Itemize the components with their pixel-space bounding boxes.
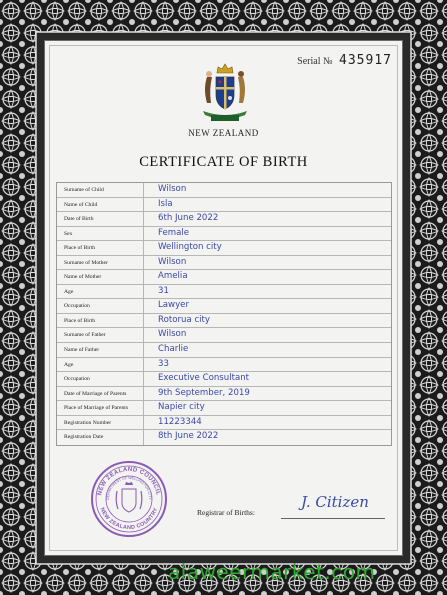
field-value: Rotorua city bbox=[158, 314, 211, 325]
table-row bbox=[57, 358, 391, 373]
field-label: Age bbox=[57, 285, 144, 299]
registrar-label: Registrar of Births: bbox=[197, 508, 255, 517]
field-value: Napier city bbox=[158, 402, 205, 413]
field-label: Occupation bbox=[57, 299, 144, 313]
official-seal-icon bbox=[89, 459, 169, 539]
svg-text:NEW ZEALAND COUNCIL bbox=[97, 467, 161, 496]
field-value: Wilson bbox=[158, 256, 187, 267]
field-label: Date of Birth bbox=[57, 212, 144, 226]
seal-top-text: NEW ZEALAND COUNCIL bbox=[97, 466, 161, 497]
field-label: Place of Birth bbox=[57, 241, 144, 255]
field-label: Surname of Mother bbox=[57, 256, 144, 270]
field-label: Age bbox=[57, 358, 144, 372]
svg-text:NEW ZEALAND COUNTRY bbox=[99, 507, 160, 531]
svg-text:DEPARTMENT OF WELLINGTON CITY bbox=[106, 476, 152, 501]
field-value: 9th September, 2019 bbox=[158, 387, 250, 398]
field-label: Registration Date bbox=[57, 430, 144, 445]
field-value: Wellington city bbox=[158, 242, 222, 253]
table-row bbox=[57, 430, 391, 445]
field-label: Surname of Father bbox=[57, 328, 144, 342]
field-value: Wilson bbox=[158, 329, 187, 340]
certificate-title: CERTIFICATE OF BIRTH bbox=[139, 154, 308, 170]
field-label: Surname of Child bbox=[57, 183, 144, 197]
field-value: Amelia bbox=[158, 271, 188, 282]
field-value: Executive Consultant bbox=[158, 373, 250, 384]
watermark-text: alaweermarket.com bbox=[168, 560, 376, 584]
table-row bbox=[57, 256, 391, 271]
field-label: Name of Father bbox=[57, 343, 144, 357]
country-name: NEW ZEALAND bbox=[188, 128, 259, 138]
table-row bbox=[57, 299, 391, 314]
table-row bbox=[57, 328, 391, 343]
field-value: 31 bbox=[158, 285, 169, 296]
field-value: Charlie bbox=[158, 344, 189, 355]
table-row bbox=[57, 387, 391, 402]
table-row bbox=[57, 198, 391, 213]
details-table bbox=[56, 182, 392, 446]
table-row bbox=[57, 372, 391, 387]
table-row bbox=[57, 285, 391, 300]
registrar-signature: J. Citizen bbox=[301, 493, 369, 511]
table-row bbox=[57, 314, 391, 329]
field-value: Isla bbox=[158, 198, 173, 209]
table-row bbox=[57, 183, 391, 198]
table-row bbox=[57, 241, 391, 256]
serial-number: 435917 bbox=[339, 53, 392, 68]
field-label: Registration Number bbox=[57, 416, 144, 430]
field-label: Date of Marriage of Parents bbox=[57, 387, 144, 401]
field-value: 11223344 bbox=[158, 416, 202, 427]
table-row bbox=[57, 212, 391, 227]
field-value: 6th June 2022 bbox=[158, 213, 219, 224]
seal-bottom-text: NEW ZEALAND COUNTRY bbox=[98, 506, 160, 532]
table-row bbox=[57, 416, 391, 431]
field-value: Lawyer bbox=[158, 300, 189, 311]
table-row bbox=[57, 343, 391, 358]
serial-number-block bbox=[297, 53, 392, 68]
field-value: Wilson bbox=[158, 184, 187, 194]
table-row bbox=[57, 270, 391, 285]
certificate-paper bbox=[44, 40, 403, 556]
signature-line bbox=[281, 518, 385, 519]
field-label: Place of Birth bbox=[57, 314, 144, 328]
field-value: 8th June 2022 bbox=[158, 431, 219, 442]
field-label: Place of Marriage of Parents bbox=[57, 401, 144, 415]
coat-of-arms-icon bbox=[195, 59, 255, 127]
seal-ring-text: DEPARTMENT OF WELLINGTON CITY bbox=[105, 475, 153, 501]
table-row bbox=[57, 401, 391, 416]
field-label: Name of Child bbox=[57, 198, 144, 212]
table-row bbox=[57, 227, 391, 242]
field-label: Occupation bbox=[57, 372, 144, 386]
field-value: Female bbox=[158, 227, 190, 238]
field-label: Sex bbox=[57, 227, 144, 241]
field-label: Name of Mother bbox=[57, 270, 144, 284]
serial-label: Serial № bbox=[297, 56, 333, 67]
field-value: 33 bbox=[158, 358, 169, 369]
